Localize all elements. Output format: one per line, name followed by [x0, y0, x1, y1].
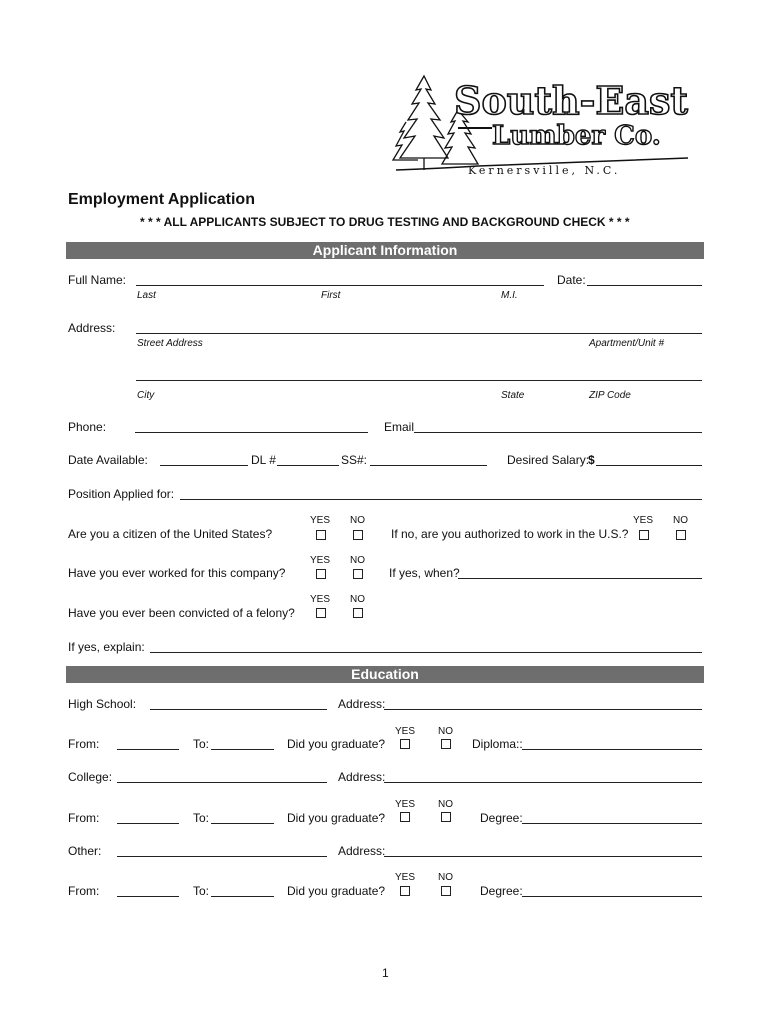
- full-name-label: Full Name:: [68, 273, 127, 287]
- hs-from-field[interactable]: [117, 749, 179, 750]
- college-to-field[interactable]: [211, 823, 274, 824]
- worked-yes-header: YES: [310, 555, 331, 566]
- phone-field[interactable]: [135, 432, 368, 433]
- hs-graduate-question: Did you graduate?: [287, 737, 386, 751]
- citizen-no-header: NO: [350, 515, 365, 526]
- other-graduate-question: Did you graduate?: [287, 884, 386, 898]
- high-school-address-label: Address:: [338, 697, 386, 711]
- svg-text:South-East: South-East: [454, 78, 688, 123]
- explain-field[interactable]: [150, 652, 702, 653]
- section-education: Education: [66, 666, 704, 683]
- college-graduate-no-checkbox[interactable]: [441, 812, 451, 822]
- email-label: Email: [384, 420, 415, 434]
- felony-yes-header: YES: [310, 594, 331, 605]
- other-graduate-yes-header: YES: [395, 872, 416, 883]
- company-logo: [388, 70, 708, 180]
- college-from-field[interactable]: [117, 823, 179, 824]
- college-address-field[interactable]: [384, 782, 702, 783]
- college-degree-label: Degree:: [480, 811, 523, 825]
- hs-from-label: From:: [68, 737, 100, 751]
- hs-graduate-yes-checkbox[interactable]: [400, 739, 410, 749]
- date-label: Date:: [557, 273, 586, 287]
- middle-initial-caption: M.I.: [501, 290, 518, 301]
- date-available-label: Date Available:: [68, 453, 148, 467]
- felony-no-checkbox[interactable]: [353, 608, 363, 618]
- when-label: If yes, when?: [389, 566, 460, 580]
- phone-label: Phone:: [68, 420, 107, 434]
- worked-question: Have you ever worked for this company?: [68, 566, 286, 580]
- svg-text:Kernersville, N.C.: Kernersville, N.C.: [468, 164, 621, 177]
- other-graduate-no-checkbox[interactable]: [441, 886, 451, 896]
- desired-salary-field[interactable]: [596, 465, 702, 466]
- college-to-label: To:: [193, 811, 210, 825]
- hs-to-field[interactable]: [211, 749, 274, 750]
- state-caption: State: [501, 390, 525, 401]
- authorized-no-header: NO: [673, 515, 688, 526]
- college-graduate-yes-checkbox[interactable]: [400, 812, 410, 822]
- ss-label: SS#:: [341, 453, 368, 467]
- other-to-label: To:: [193, 884, 210, 898]
- authorized-yes-header: YES: [633, 515, 654, 526]
- ss-field[interactable]: [370, 465, 487, 466]
- authorized-question: If no, are you authorized to work in the U.S.?: [391, 527, 629, 541]
- worked-yes-checkbox[interactable]: [316, 569, 326, 579]
- position-applied-label: Position Applied for:: [68, 487, 175, 501]
- authorized-yes-checkbox[interactable]: [639, 530, 649, 540]
- felony-yes-checkbox[interactable]: [316, 608, 326, 618]
- citizen-no-checkbox[interactable]: [353, 530, 363, 540]
- section-applicant-information: Applicant Information: [66, 242, 704, 259]
- college-address-label: Address:: [338, 770, 386, 784]
- last-name-caption: Last: [137, 290, 156, 301]
- address-label: Address:: [68, 321, 116, 335]
- apartment-unit-caption: Apartment/Unit #: [589, 338, 665, 349]
- hs-to-label: To:: [193, 737, 210, 751]
- diploma-label: Diploma::: [472, 737, 523, 751]
- hs-graduate-no-checkbox[interactable]: [441, 739, 451, 749]
- other-to-field[interactable]: [211, 896, 274, 897]
- page-number: 1: [382, 966, 389, 980]
- explain-label: If yes, explain:: [68, 640, 145, 654]
- citizen-yes-checkbox[interactable]: [316, 530, 326, 540]
- other-address-field[interactable]: [384, 856, 702, 857]
- hs-graduate-no-header: NO: [438, 726, 453, 737]
- desired-salary-label: Desired Salary:: [507, 453, 590, 467]
- other-degree-field[interactable]: [522, 896, 702, 897]
- full-name-field[interactable]: [136, 285, 544, 286]
- tree-logo-icon: [388, 70, 708, 180]
- college-label: College:: [68, 770, 113, 784]
- citizen-yes-header: YES: [310, 515, 331, 526]
- other-address-label: Address:: [338, 844, 386, 858]
- felony-no-header: NO: [350, 594, 365, 605]
- felony-question: Have you ever been convicted of a felony?: [68, 606, 295, 620]
- date-available-field[interactable]: [160, 465, 248, 466]
- other-school-field[interactable]: [117, 856, 327, 857]
- high-school-label: High School:: [68, 697, 137, 711]
- hs-graduate-yes-header: YES: [395, 726, 416, 737]
- dl-field[interactable]: [277, 465, 339, 466]
- worked-no-header: NO: [350, 555, 365, 566]
- other-label: Other:: [68, 844, 102, 858]
- college-graduate-no-header: NO: [438, 799, 453, 810]
- svg-text:Lumber Co.: Lumber Co.: [492, 121, 661, 151]
- dl-label: DL #: [251, 453, 276, 467]
- college-graduate-question: Did you graduate?: [287, 811, 386, 825]
- street-address-field[interactable]: [136, 333, 702, 334]
- page-title: Employment Application: [68, 191, 255, 208]
- high-school-field[interactable]: [150, 709, 327, 710]
- college-graduate-yes-header: YES: [395, 799, 416, 810]
- authorized-no-checkbox[interactable]: [676, 530, 686, 540]
- city-caption: City: [137, 390, 155, 401]
- email-field[interactable]: [414, 432, 702, 433]
- position-applied-field[interactable]: [180, 499, 702, 500]
- citizen-question: Are you a citizen of the United States?: [68, 527, 273, 541]
- other-graduate-yes-checkbox[interactable]: [400, 886, 410, 896]
- dollar-sign: $: [588, 453, 595, 467]
- college-degree-field[interactable]: [522, 823, 702, 824]
- first-name-caption: First: [321, 290, 341, 301]
- other-degree-label: Degree:: [480, 884, 523, 898]
- other-from-field[interactable]: [117, 896, 179, 897]
- worked-no-checkbox[interactable]: [353, 569, 363, 579]
- other-from-label: From:: [68, 884, 100, 898]
- college-field[interactable]: [117, 782, 327, 783]
- zip-code-caption: ZIP Code: [589, 390, 631, 401]
- diploma-field[interactable]: [522, 749, 702, 750]
- city-state-zip-field[interactable]: [136, 380, 702, 381]
- when-field[interactable]: [458, 578, 702, 579]
- college-from-label: From:: [68, 811, 100, 825]
- high-school-address-field[interactable]: [384, 709, 702, 710]
- street-address-caption: Street Address: [137, 338, 203, 349]
- drug-testing-notice: * * * ALL APPLICANTS SUBJECT TO DRUG TESTING AND BACKGROUND CHECK * * *: [140, 215, 630, 229]
- date-field[interactable]: [587, 285, 702, 286]
- other-graduate-no-header: NO: [438, 872, 453, 883]
